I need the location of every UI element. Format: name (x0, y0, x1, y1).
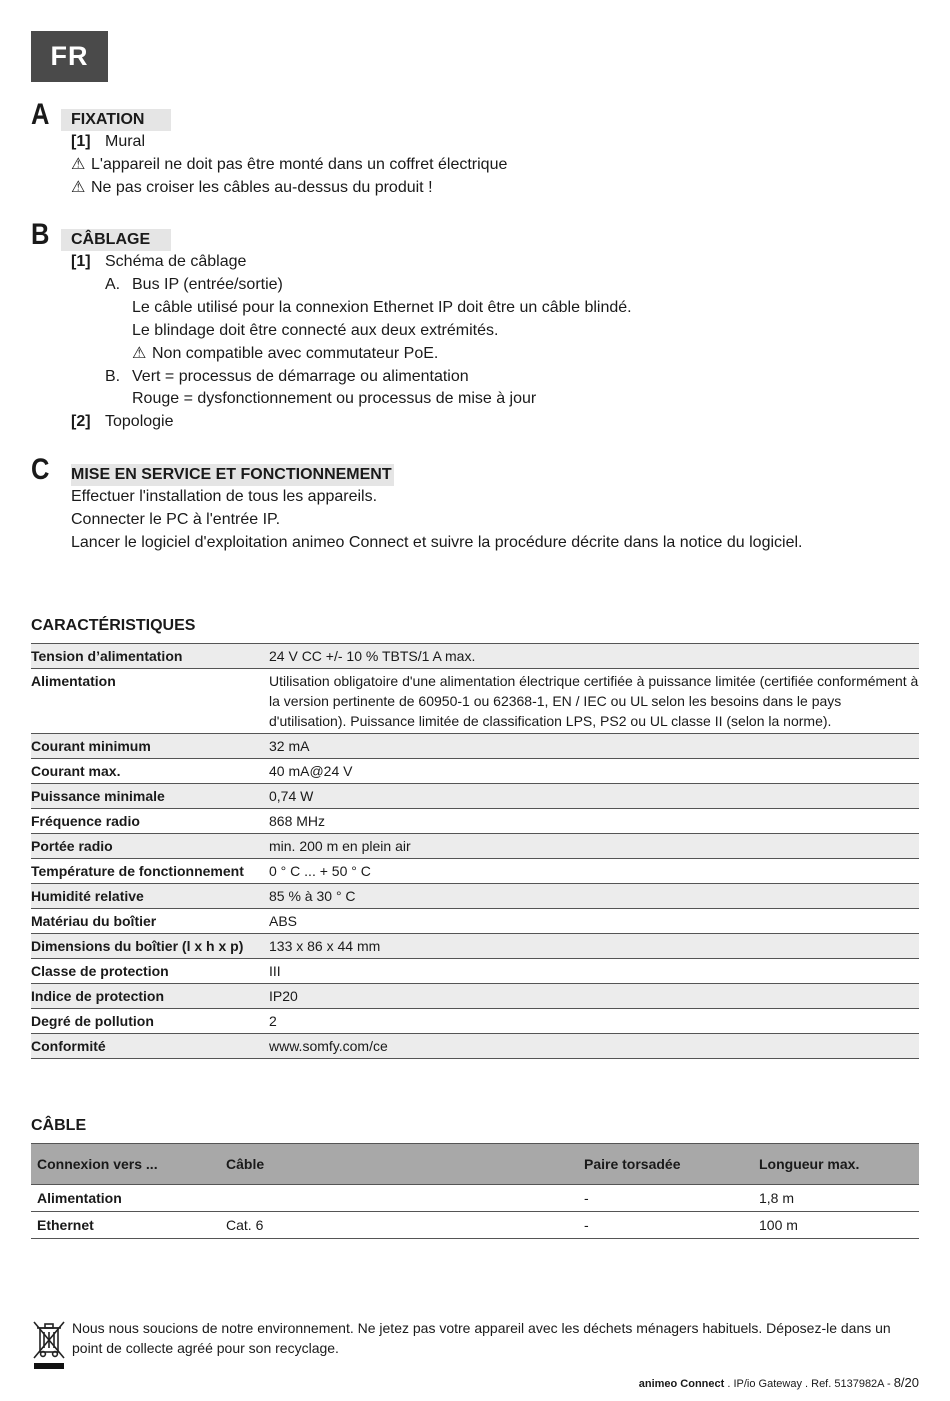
table-row (31, 644, 919, 669)
text-line: Rouge = dysfonctionnement ou processus de mise à jour (132, 390, 537, 407)
table-row (31, 734, 919, 759)
table-row (31, 859, 919, 884)
sub-item-line: B. Vert = processus de démarrage ou alimentation (105, 368, 469, 385)
spec-label: Humidité relative (31, 884, 269, 909)
spec-value: Utilisation obligatoire d'une alimentation électrique certifiée à puissance limitée (certifiée conformément à la version pertinente de 60950-1 ou 62368-1, EN / IEC ou UL selon les besoins dans le pays d'utilisation). Puissance limitée de classification LPS, PS2 ou UL classe II (selon la norme). (269, 669, 919, 734)
text-line: Connecter le PC à l'entrée IP. (71, 511, 281, 528)
spec-value: min. 200 m en plein air (269, 834, 919, 859)
spec-value: 85 % à 30 ° C (269, 884, 919, 909)
cable-table (31, 1143, 919, 1239)
page-number: 8/20 (893, 1375, 919, 1390)
warning-icon: ⚠ (132, 345, 147, 362)
table-row (31, 834, 919, 859)
section-title: MISE EN SERVICE ET FONCTIONNEMENT (71, 464, 394, 486)
section-mise-en-service (31, 455, 911, 565)
spec-label: Classe de protection (31, 959, 269, 984)
sub-item-line: A. Bus IP (entrée/sortie) (105, 276, 283, 293)
table-cell: Ethernet (31, 1212, 220, 1239)
spec-label: Tension d’alimentation (31, 644, 269, 669)
table-row (31, 1185, 919, 1212)
environment-notice: Nous nous soucions de notre environnement. Ne jetez pas votre appareil avec les déchets ménagers habituels. Déposez-le dans un point de collecte agréé pour son recyclage. (72, 1320, 891, 1356)
spec-value: 0,74 W (269, 784, 919, 809)
table-cell (220, 1185, 578, 1212)
spec-value: 868 MHz (269, 809, 919, 834)
table-row (31, 809, 919, 834)
spec-label: Dimensions du boîtier (l x h x p) (31, 934, 269, 959)
weee-bin-icon (31, 1318, 67, 1370)
table-cell: 1,8 m (753, 1185, 919, 1212)
text-line: Le blindage doit être connecté aux deux extrémités. (132, 322, 499, 339)
specs-table (31, 643, 919, 1059)
table-row (31, 884, 919, 909)
spec-value: IP20 (269, 984, 919, 1009)
section-title: FIXATION (71, 109, 146, 131)
warning-icon: ⚠ (71, 179, 86, 196)
spec-value: ABS (269, 909, 919, 934)
spec-label: Puissance minimale (31, 784, 269, 809)
spec-label: Portée radio (31, 834, 269, 859)
table-cell: - (578, 1185, 753, 1212)
section-fixation (31, 100, 911, 210)
table-row (31, 959, 919, 984)
spec-value: 40 mA@24 V (269, 759, 919, 784)
column-header: Connexion vers ... (31, 1144, 220, 1185)
spec-label: Fréquence radio (31, 809, 269, 834)
table-cell: Alimentation (31, 1185, 220, 1212)
table-cell: - (578, 1212, 753, 1239)
spec-label: Indice de protection (31, 984, 269, 1009)
spec-label: Alimentation (31, 669, 269, 734)
table-row (31, 934, 919, 959)
column-header: Longueur max. (753, 1144, 919, 1185)
language-badge: FR (31, 31, 108, 82)
warning-icon: ⚠ (71, 156, 86, 173)
spec-label: Courant max. (31, 759, 269, 784)
table-row (31, 784, 919, 809)
text-line: Le câble utilisé pour la connexion Ethernet IP doit être un câble blindé. (132, 299, 632, 316)
spec-label: Conformité (31, 1034, 269, 1059)
section-letter: A (31, 98, 50, 131)
table-cell: 100 m (753, 1212, 919, 1239)
spec-label: Température de fonctionnement (31, 859, 269, 884)
spec-value: www.somfy.com/ce (269, 1034, 919, 1059)
spec-value: 24 V CC +/- 10 % TBTS/1 A max. (269, 644, 919, 669)
item-line: [1] Schéma de câblage (71, 253, 247, 270)
item-line: [2] Topologie (71, 413, 174, 430)
spec-value: 32 mA (269, 734, 919, 759)
item-line: [1] Mural (71, 133, 146, 150)
spec-label: Matériau du boîtier (31, 909, 269, 934)
cable-heading: CÂBLE (31, 1117, 87, 1134)
table-row (31, 1009, 919, 1034)
brand-name: animeo Connect (638, 1378, 725, 1390)
section-letter: C (31, 453, 50, 486)
section-letter: B (31, 218, 50, 251)
spec-label: Courant minimum (31, 734, 269, 759)
reference-text: . IP/io Gateway . Ref. 5137982A - (724, 1378, 894, 1390)
specs-heading: CARACTÉRISTIQUES (31, 617, 196, 634)
table-row (31, 1034, 919, 1059)
section-title: CÂBLAGE (71, 229, 152, 251)
warning-line: ⚠ Non compatible avec commutateur PoE. (132, 343, 438, 365)
table-row (31, 759, 919, 784)
text-line: Effectuer l'installation de tous les appareils. (71, 488, 378, 505)
column-header: Câble (220, 1144, 578, 1185)
table-cell: Cat. 6 (220, 1212, 578, 1239)
warning-line: ⚠ Ne pas croiser les câbles au-dessus du produit ! (71, 177, 433, 199)
spec-value: 2 (269, 1009, 919, 1034)
document-reference (639, 1375, 919, 1390)
spec-value: III (269, 959, 919, 984)
warning-line: ⚠ L'appareil ne doit pas être monté dans un coffret électrique (71, 154, 507, 176)
table-row (31, 669, 919, 734)
spec-value: 0 ° C ... + 50 ° C (269, 859, 919, 884)
spec-label: Degré de pollution (31, 1009, 269, 1034)
table-row (31, 909, 919, 934)
section-cablage (31, 220, 911, 440)
column-header: Paire torsadée (578, 1144, 753, 1185)
table-row (31, 984, 919, 1009)
table-row (31, 1212, 919, 1239)
spec-value: 133 x 86 x 44 mm (269, 934, 919, 959)
text-line: Lancer le logiciel d'exploitation animeo Connect et suivre la procédure décrite dans la notice du logiciel. (71, 534, 803, 551)
table-header-row (31, 1144, 919, 1185)
